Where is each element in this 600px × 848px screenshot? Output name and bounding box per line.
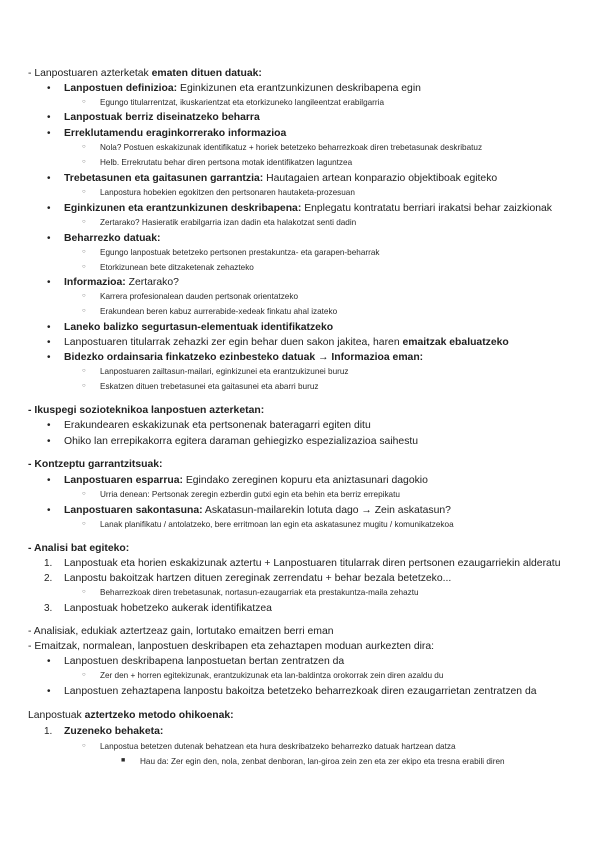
list-item bbox=[47, 436, 419, 447]
bullet-marker: ○ bbox=[82, 264, 86, 270]
list-number: 3. bbox=[44, 603, 53, 614]
list-item bbox=[47, 233, 161, 244]
bullet-marker: ○ bbox=[82, 743, 86, 749]
bullet-marker: • bbox=[47, 475, 51, 486]
sub-list-item bbox=[82, 158, 353, 167]
section-heading bbox=[28, 710, 234, 721]
bullet-marker: • bbox=[47, 83, 51, 94]
text: Beharrezkoak diren trebetasunak, nortasun-ezaugarriak eta prestakuntza-maila zehaztu bbox=[100, 588, 419, 597]
bullet-marker: ○ bbox=[82, 159, 86, 165]
bullet-marker: ○ bbox=[82, 521, 86, 527]
bullet-marker: • bbox=[47, 656, 51, 667]
bold-text: Eginkizunen eta erantzunkizunen deskribapena: bbox=[64, 203, 302, 214]
list-item bbox=[47, 203, 552, 214]
list-item bbox=[47, 322, 334, 333]
sub-list-item bbox=[82, 143, 483, 152]
sub-list-item bbox=[82, 292, 298, 301]
bullet-marker: • bbox=[47, 436, 51, 447]
sub-list-item bbox=[121, 757, 505, 766]
bold-text: Zuzeneko behaketa: bbox=[64, 726, 164, 737]
text: Lanpostu bakoitzak hartzen dituen zereginak zerrendatu + behar bezala betetzeko... bbox=[64, 573, 452, 584]
bold-text: Laneko balizko segurtasun-elementuak identifikatzeko bbox=[64, 322, 334, 333]
list-number: 2. bbox=[44, 573, 53, 584]
bullet-marker: ○ bbox=[82, 491, 86, 497]
sub-list-item bbox=[82, 98, 384, 107]
sub-list-item bbox=[82, 367, 349, 376]
list-item bbox=[47, 112, 260, 123]
text: Lanpostuen zehaztapena lanpostu bakoitza betetzeko beharrezkoak diren ezaugarrietan zentratzen da bbox=[64, 686, 537, 697]
sub-list-item bbox=[82, 382, 319, 391]
bold-text: Informazioa: bbox=[64, 277, 126, 288]
text: Ohiko lan errepikakorra egitera daraman gehiegizko espezializazioa saihestu bbox=[64, 436, 419, 447]
bullet-marker: • bbox=[47, 277, 51, 288]
bullet-marker: • bbox=[47, 203, 51, 214]
bullet-marker: • bbox=[47, 352, 51, 363]
bold-text: - Analisi bat egiteko: bbox=[28, 543, 130, 554]
text: - Analisiak, edukiak aztertzeaz gain, lortutako emaitzen berri eman bbox=[28, 626, 334, 637]
text: Nola? Postuen eskakizunak identifikatuz + horiek betetzeko beharrezkoak diren trebetasunak deskribatuz bbox=[100, 143, 483, 152]
text: Erakundean beren kabuz aurrerabide-xedeak finkatu ahal izateko bbox=[100, 307, 338, 316]
text: Lanak planifikatu / antolatzeko, bere erritmoan lan egin eta askatasunez mugitu / komunikatzekoa bbox=[100, 520, 454, 529]
bullet-marker: • bbox=[47, 322, 51, 333]
text: Lanpostuaren zailtasun-mailari, eginkizunei eta erantzukizunei buruz bbox=[100, 367, 349, 376]
list-item bbox=[47, 173, 498, 184]
bullet-marker: ○ bbox=[82, 219, 86, 225]
bullet-marker: ○ bbox=[82, 293, 86, 299]
bullet-marker: ○ bbox=[82, 144, 86, 150]
text: Hau da: Zer egin den, nola, zenbat denboran, lan-giroa zein zen eta zer ekipo eta tresna erabili diren bbox=[140, 757, 505, 766]
bullet-marker: • bbox=[47, 112, 51, 123]
list-item bbox=[47, 83, 421, 94]
bullet-marker: ○ bbox=[82, 368, 86, 374]
text: Etorkizunean bete ditzaketenak zehazteko bbox=[100, 263, 254, 272]
text: Enplegatu kontratatu berriari irakatsi behar zaizkionak bbox=[301, 203, 552, 214]
text: Zer den + horren egitekizunak, erantzukizunak eta lan-baldintza orokorrak zein diren azaldu du bbox=[100, 671, 444, 680]
sub-list-item bbox=[82, 263, 254, 272]
list-item bbox=[44, 573, 452, 584]
text: Zertarako? bbox=[125, 277, 179, 288]
list-item bbox=[47, 505, 451, 516]
list-item bbox=[47, 686, 537, 697]
bold-text: Trebetasunen eta gaitasunen garrantzia: bbox=[64, 173, 264, 184]
section-heading bbox=[28, 459, 163, 470]
sub-list-item bbox=[82, 520, 454, 529]
list-item bbox=[47, 352, 424, 363]
list-item bbox=[44, 603, 272, 614]
bold-text: aztertzeko metodo ohikoenak: bbox=[84, 710, 234, 721]
bullet-marker: ○ bbox=[82, 672, 86, 678]
section-heading bbox=[28, 405, 264, 416]
sub-list-item bbox=[82, 218, 357, 227]
section-heading bbox=[28, 543, 129, 554]
list-item bbox=[44, 726, 164, 737]
bullet-marker: • bbox=[47, 505, 51, 516]
bullet-marker: • bbox=[47, 686, 51, 697]
text: Lanpostuak hobetzeko aukerak identifikatzea bbox=[64, 603, 272, 614]
text: Hautagaien artean konparazio objektiboak egiteko bbox=[263, 173, 498, 184]
text: Lanpostuak eta horien eskakizunak aztertu + Lanpostuaren titularrak diren pertsonen ezaugarriekin alderatu bbox=[64, 558, 561, 569]
section-heading bbox=[28, 641, 434, 652]
list-item bbox=[47, 420, 371, 431]
sub-list-item bbox=[82, 248, 380, 257]
list-item bbox=[47, 475, 428, 486]
text: Lanpostuaren titularrak zehazki zer egin behar duen sakon jakitea, haren bbox=[64, 337, 403, 348]
text: Lanpostura hobekien egokitzen den pertsonaren hautaketa-prozesuan bbox=[100, 188, 355, 197]
text: Zertarako? Hasieratik erabilgarria izan dadin eta halakotzat senti dadin bbox=[100, 218, 357, 227]
list-number: 1. bbox=[44, 558, 53, 569]
sub-list-item bbox=[82, 490, 400, 499]
text: Egindako zereginen kopuru eta aniztasunari dagokio bbox=[182, 475, 428, 486]
bullet-marker: • bbox=[47, 128, 51, 139]
bullet-marker: • bbox=[47, 233, 51, 244]
bold-text: Lanpostuak berriz diseinatzeko beharra bbox=[64, 112, 260, 123]
text: Eskatzen dituen trebetasunei eta gaitasunei eta abarri buruz bbox=[100, 382, 319, 391]
text: Lanpostuen deskribapena lanpostuetan bertan zentratzen da bbox=[64, 656, 345, 667]
bullet-marker: ○ bbox=[82, 308, 86, 314]
bullet-marker: ○ bbox=[82, 189, 86, 195]
text: Egungo lanpostuak betetzeko pertsonen prestakuntza- eta garapen-beharrak bbox=[100, 248, 380, 257]
text: - Lanpostuaren azterketak bbox=[28, 68, 152, 79]
text: Helb. Errekrutatu behar diren pertsona motak identifikatzen laguntzea bbox=[100, 158, 353, 167]
bold-text: Beharrezko datuak: bbox=[64, 233, 161, 244]
bold-text: emaitzak ebaluatzeko bbox=[402, 337, 509, 348]
text: Askatasun-mailarekin lotuta dago → Zein askatasun? bbox=[202, 505, 451, 516]
list-item bbox=[47, 337, 509, 348]
bullet-marker: ○ bbox=[82, 99, 86, 105]
list-item bbox=[47, 128, 287, 139]
bullet-marker: • bbox=[47, 173, 51, 184]
bold-text: Erreklutamendu eraginkorrerako informazioa bbox=[64, 128, 287, 139]
section-heading bbox=[28, 626, 334, 637]
bullet-marker: ■ bbox=[121, 757, 126, 764]
text: Eginkizunen eta erantzunkizunen deskribapena egin bbox=[177, 83, 421, 94]
text: Lanpostuak bbox=[28, 710, 85, 721]
bold-text: Lanpostuaren esparrua: bbox=[64, 475, 183, 486]
text: Lanpostua betetzen dutenak behatzean eta hura deskribatzeko beharrezko datuak hartzean datza bbox=[100, 742, 456, 751]
bullet-marker: • bbox=[47, 337, 51, 348]
sub-list-item bbox=[82, 588, 419, 597]
text: Erakundearen eskakizunak eta pertsonenak bateragarri egiten ditu bbox=[64, 420, 371, 431]
list-item bbox=[47, 277, 179, 288]
bullet-marker: • bbox=[47, 420, 51, 431]
bold-text: - Ikuspegi sozioteknikoa lanpostuen azterketan: bbox=[28, 405, 265, 416]
sub-list-item bbox=[82, 307, 338, 316]
bullet-marker: ○ bbox=[82, 249, 86, 255]
bold-text: - Kontzeptu garrantzitsuak: bbox=[28, 459, 163, 470]
list-item bbox=[44, 558, 561, 569]
text: Egungo titularrentzat, ikuskarientzat eta etorkizuneko langileentzat erabilgarria bbox=[100, 98, 384, 107]
sub-list-item bbox=[82, 671, 444, 680]
sub-list-item bbox=[82, 188, 355, 197]
text: - Emaitzak, normalean, lanpostuen deskribapen eta zehaztapen moduan aurkezten dira: bbox=[28, 641, 435, 652]
bold-text: Bidezko ordainsaria finkatzeko ezinbesteko datuak → Informazioa eman: bbox=[64, 352, 424, 363]
text: Urria denean: Pertsonak zeregin ezberdin gutxi egin eta behin eta berriz errepikatu bbox=[100, 490, 400, 499]
list-number: 1. bbox=[44, 726, 53, 737]
bold-text: Lanpostuaren sakontasuna: bbox=[64, 505, 203, 516]
bold-text: Lanpostuen definizioa: bbox=[64, 83, 178, 94]
sub-list-item bbox=[82, 742, 456, 751]
section-heading bbox=[28, 68, 262, 79]
bullet-marker: ○ bbox=[82, 383, 86, 389]
bold-text: ematen dituen datuak: bbox=[151, 68, 262, 79]
list-item bbox=[47, 656, 345, 667]
bullet-marker: ○ bbox=[82, 589, 86, 595]
text: Karrera profesionalean dauden pertsonak orientatzeko bbox=[100, 292, 298, 301]
